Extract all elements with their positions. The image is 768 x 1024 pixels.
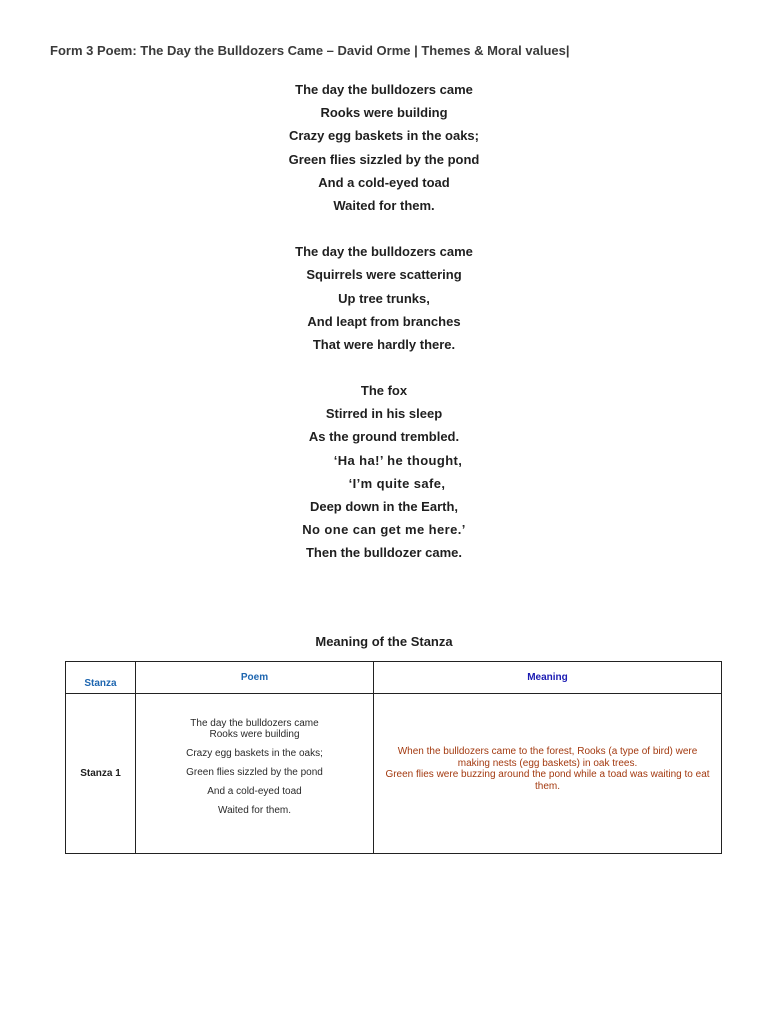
poem-line: Crazy egg baskets in the oaks; xyxy=(288,128,479,144)
poem-line: ‘I’m quite safe, xyxy=(348,475,446,491)
poem-line: Then the bulldozer came. xyxy=(305,545,463,561)
poem-line: The day the bulldozers came xyxy=(295,82,473,97)
poem-line: As the ground trembled. xyxy=(308,429,460,445)
table-row xyxy=(66,694,722,854)
meaning-table xyxy=(65,661,722,854)
poem-stanza-3 xyxy=(0,379,768,565)
meaning-cell xyxy=(374,694,722,854)
poem-line: Rooks were building xyxy=(320,105,448,121)
stanza-label: Stanza 1 xyxy=(66,694,136,854)
meaning-text: When the bulldozers came to the forest, Rooks (a type of bird) were making nests (egg baskets) in oak trees. xyxy=(397,746,698,769)
poem-stanza-2 xyxy=(0,240,768,356)
poem-stanza-1 xyxy=(0,78,768,217)
poem-line: Green flies sizzled by the pond xyxy=(288,151,480,167)
poem-cell-line: Waited for them. xyxy=(218,805,291,816)
poem xyxy=(0,78,768,565)
meaning-text: Green flies were buzzing around the pond while a toad was waiting to eat them. xyxy=(385,769,710,792)
document-title: Form 3 Poem: The Day the Bulldozers Came – David Orme | Themes & Moral values| xyxy=(50,43,570,58)
poem-cell-line: The day the bulldozers came xyxy=(190,718,319,729)
poem-line: Stirred in his sleep xyxy=(325,406,443,422)
poem-cell-line: And a cold-eyed toad xyxy=(207,786,302,797)
table-header-row xyxy=(66,662,722,694)
meaning-section-heading: Meaning of the Stanza xyxy=(315,634,453,649)
header-poem: Poem xyxy=(136,662,374,694)
poem-cell-line: Green flies sizzled by the pond xyxy=(186,767,323,778)
poem-line: Squirrels were scattering xyxy=(306,267,462,283)
poem-line: The fox xyxy=(360,383,408,399)
header-meaning: Meaning xyxy=(374,662,722,694)
poem-cell-line: Crazy egg baskets in the oaks; xyxy=(186,748,323,759)
poem-line: That were hardly there. xyxy=(312,336,456,352)
header-stanza: Stanza xyxy=(66,662,136,694)
poem-line: Up tree trunks, xyxy=(338,290,430,306)
poem-line: Deep down in the Earth, xyxy=(309,499,459,514)
poem-line: And a cold-eyed toad xyxy=(318,174,450,190)
poem-line: The day the bulldozers came xyxy=(295,244,473,260)
poem-line: And leapt from branches xyxy=(307,313,461,329)
poem-cell-line: Rooks were building xyxy=(209,729,300,740)
poem-cell xyxy=(136,694,374,854)
poem-line: ‘Ha ha!’ he thought, xyxy=(333,452,463,468)
poem-line: Waited for them. xyxy=(333,197,435,213)
poem-line: No one can get me here.’ xyxy=(302,522,466,538)
